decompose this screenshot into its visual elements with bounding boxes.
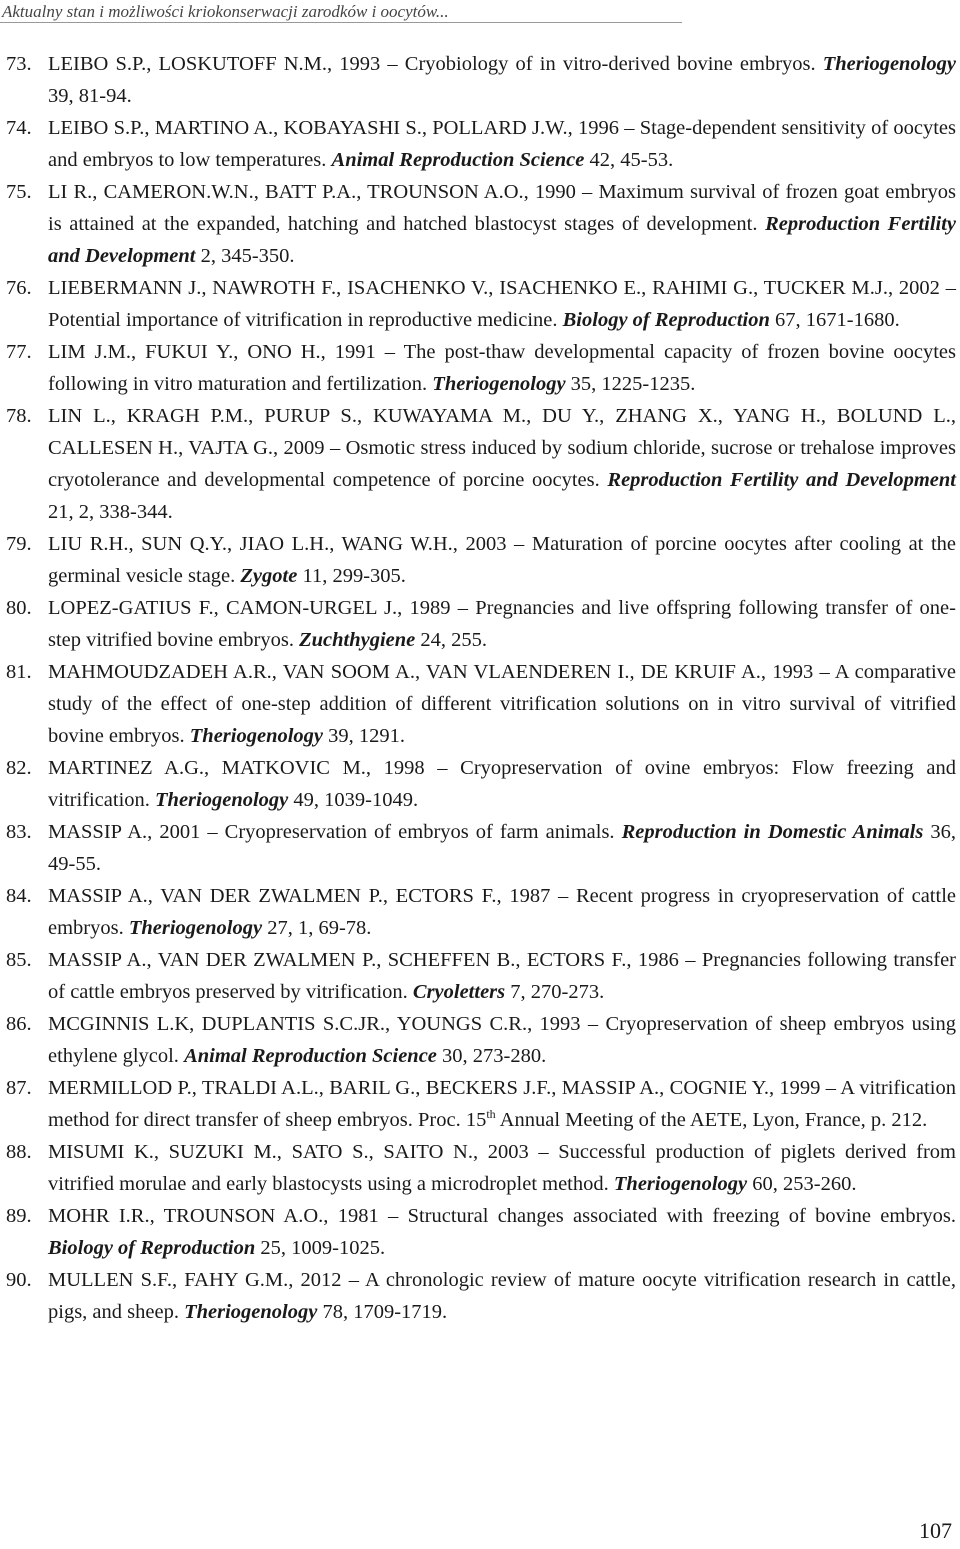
reference-number: 86. <box>6 1013 32 1035</box>
reference-superscript: th <box>486 1107 496 1121</box>
reference-journal: Theriogenology <box>128 917 263 939</box>
reference-volume-pages: 2, 345-350. <box>195 245 295 267</box>
reference-number: 88. <box>6 1141 32 1163</box>
reference-item <box>0 48 956 112</box>
reference-authors-title: MULLEN S.F., FAHY G.M., 2012 – A chronologic review of mature oocyte vitrification research in cattle, pigs, and sheep. <box>48 1269 956 1323</box>
reference-volume-pages: 21, 2, 338-344. <box>48 501 173 523</box>
reference-number: 81. <box>6 661 32 683</box>
reference-journal: Cryoletters <box>412 981 506 1003</box>
reference-authors-title: LEIBO S.P., MARTINO A., KOBAYASHI S., POLLARD J.W., 1996 – Stage-dependent sensitivity of oocytes and embryos to low temperatures. <box>48 117 956 171</box>
reference-journal: Reproduction Fertility and Development <box>607 469 956 491</box>
reference-journal: Reproduction in Domestic Animals <box>621 821 924 843</box>
reference-journal: Reproduction Fertility and Development <box>48 213 957 267</box>
reference-item <box>0 592 956 656</box>
reference-journal: Biology of Reproduction <box>48 1237 256 1259</box>
reference-item <box>0 1264 956 1328</box>
reference-number: 80. <box>6 597 32 619</box>
reference-authors-title: LEIBO S.P., LOSKUTOFF N.M., 1993 – Cryobiology of in vitro-derived bovine embryos. <box>48 53 823 75</box>
reference-number: 74. <box>6 117 32 139</box>
reference-volume-pages: 25, 1009-1025. <box>255 1237 386 1259</box>
reference-authors-title: MASSIP A., 2001 – Cryopreservation of embryos of farm animals. <box>48 821 622 843</box>
reference-number: 83. <box>6 821 32 843</box>
reference-volume-pages: 7, 270-273. <box>505 981 605 1003</box>
reference-number: 76. <box>6 277 32 299</box>
reference-item <box>0 528 956 592</box>
reference-journal: Theriogenology <box>432 373 566 395</box>
reference-item <box>0 816 956 880</box>
reference-journal: Biology of Reproduction <box>562 309 770 331</box>
reference-authors-title: MERMILLOD P., TRALDI A.L., BARIL G., BECKERS J.F., MASSIP A., COGNIE Y., 1999 – A vitrification method for direct transfer of sheep embryos. Proc. 15 <box>48 1077 956 1131</box>
reference-item <box>0 336 956 400</box>
reference-journal: Animal Reproduction Science <box>331 149 585 171</box>
reference-item <box>0 656 956 752</box>
reference-authors-title: LOPEZ-GATIUS F., CAMON-URGEL J., 1989 – Pregnancies and live offspring following transfer of one-step vitrified bovine embryos. <box>48 597 956 651</box>
reference-journal: Zuchthygiene <box>299 629 416 651</box>
reference-volume-pages: 36, 49-55. <box>48 821 956 875</box>
reference-item <box>0 1200 956 1264</box>
reference-volume-pages: 11, 299-305. <box>297 565 406 587</box>
reference-authors-title: MASSIP A., VAN DER ZWALMEN P., ECTORS F., 1987 – Recent progress in cryopreservation of cattle embryos. <box>48 885 956 939</box>
reference-journal: Theriogenology <box>155 789 289 811</box>
reference-authors-title: LIEBERMANN J., NAWROTH F., ISACHENKO V., ISACHENKO E., RAHIMI G., TUCKER M.J., 2002 – Potential importance of vitrification in reproductive medicine. <box>48 277 956 331</box>
reference-item <box>0 1136 956 1200</box>
reference-authors-title: LIU R.H., SUN Q.Y., JIAO L.H., WANG W.H., 2003 – Maturation of porcine oocytes after cooling at the germinal vesicle stage. <box>48 533 956 587</box>
reference-journal: Animal Reproduction Science <box>184 1045 437 1067</box>
reference-item <box>0 272 956 336</box>
reference-number: 82. <box>6 757 32 779</box>
reference-authors-title: MISUMI K., SUZUKI M., SATO S., SAITO N., 2003 – Successful production of piglets derived from vitrified morulae and early blastocysts using a microdroplet method. <box>48 1141 956 1195</box>
reference-number: 79. <box>6 533 32 555</box>
reference-volume-pages: 67, 1671-1680. <box>769 309 900 331</box>
reference-volume-pages: 24, 255. <box>415 629 487 651</box>
reference-number: 84. <box>6 885 32 907</box>
reference-authors-title: LIN L., KRAGH P.M., PURUP S., KUWAYAMA M., DU Y., ZHANG X., YANG H., BOLUND L., CALLESEN H., VAJTA G., 2009 – Osmotic stress induced by sodium chloride, sucrose or trehalose improves cryotolerance and developmental competence of porcine oocytes. <box>48 405 956 491</box>
reference-volume-pages: 42, 45-53. <box>584 149 674 171</box>
reference-journal: Theriogenology <box>613 1173 748 1195</box>
reference-number: 87. <box>6 1077 32 1099</box>
reference-number: 75. <box>6 181 32 203</box>
running-header: Aktualny stan i możliwości kriokonserwacji zarodków i oocytów... <box>0 0 682 23</box>
reference-authors-title: MOHR I.R., TROUNSON A.O., 1981 – Structural changes associated with freezing of bovine embryos. <box>48 1205 956 1227</box>
reference-item <box>0 1008 956 1072</box>
reference-number: 85. <box>6 949 32 971</box>
reference-item <box>0 176 956 272</box>
reference-volume-pages: 39, 81-94. <box>48 85 132 107</box>
reference-item <box>0 112 956 176</box>
reference-number: 90. <box>6 1269 32 1291</box>
reference-item <box>0 1072 956 1136</box>
reference-journal: Theriogenology <box>189 725 324 747</box>
reference-authors-title: MAHMOUDZADEH A.R., VAN SOOM A., VAN VLAENDEREN I., DE KRUIF A., 1993 – A comparative study of the effect of one-step addition of different vitrification solutions on in vitro survival of vitrified bovine embryos. <box>48 661 956 747</box>
reference-item <box>0 400 956 528</box>
reference-authors-title: LIM J.M., FUKUI Y., ONO H., 1991 – The post-thaw developmental capacity of frozen bovine oocytes following in vitro maturation and fertilization. <box>48 341 956 395</box>
reference-volume-pages: 27, 1, 69-78. <box>262 917 372 939</box>
reference-authors-title: MARTINEZ A.G., MATKOVIC M., 1998 – Cryopreservation of ovine embryos: Flow freezing and vitrification. <box>48 757 956 811</box>
reference-authors-title: MASSIP A., VAN DER ZWALMEN P., SCHEFFEN B., ECTORS F., 1986 – Pregnancies following transfer of cattle embryos preserved by vitrification. <box>48 949 956 1003</box>
reference-volume-pages: 60, 253-260. <box>747 1173 857 1195</box>
reference-volume-pages: Annual Meeting of the AETE, Lyon, France, p. 212. <box>495 1109 928 1131</box>
reference-list <box>0 48 956 1328</box>
reference-volume-pages: 30, 273-280. <box>436 1045 547 1067</box>
reference-number: 89. <box>6 1205 32 1227</box>
reference-authors-title: LI R., CAMERON.W.N., BATT P.A., TROUNSON A.O., 1990 – Maximum survival of frozen goat embryos is attained at the expanded, hatching and hatched blastocyst stages of development. <box>48 181 956 235</box>
reference-item <box>0 752 956 816</box>
reference-item <box>0 880 956 944</box>
reference-volume-pages: 49, 1039-1049. <box>288 789 419 811</box>
reference-number: 73. <box>6 53 32 75</box>
page-number: 107 <box>919 1518 952 1543</box>
reference-journal: Zygote <box>240 565 298 587</box>
reference-number: 78. <box>6 405 32 427</box>
reference-number: 77. <box>6 341 32 363</box>
reference-item <box>0 944 956 1008</box>
reference-journal: Theriogenology <box>184 1301 318 1323</box>
reference-volume-pages: 39, 1291. <box>323 725 406 747</box>
reference-volume-pages: 78, 1709-1719. <box>317 1301 448 1323</box>
reference-authors-title: MCGINNIS L.K, DUPLANTIS S.C.JR., YOUNGS C.R., 1993 – Cryopreservation of sheep embryos using ethylene glycol. <box>48 1013 956 1067</box>
reference-volume-pages: 35, 1225-1235. <box>565 373 696 395</box>
reference-journal: Theriogenology <box>822 53 956 75</box>
